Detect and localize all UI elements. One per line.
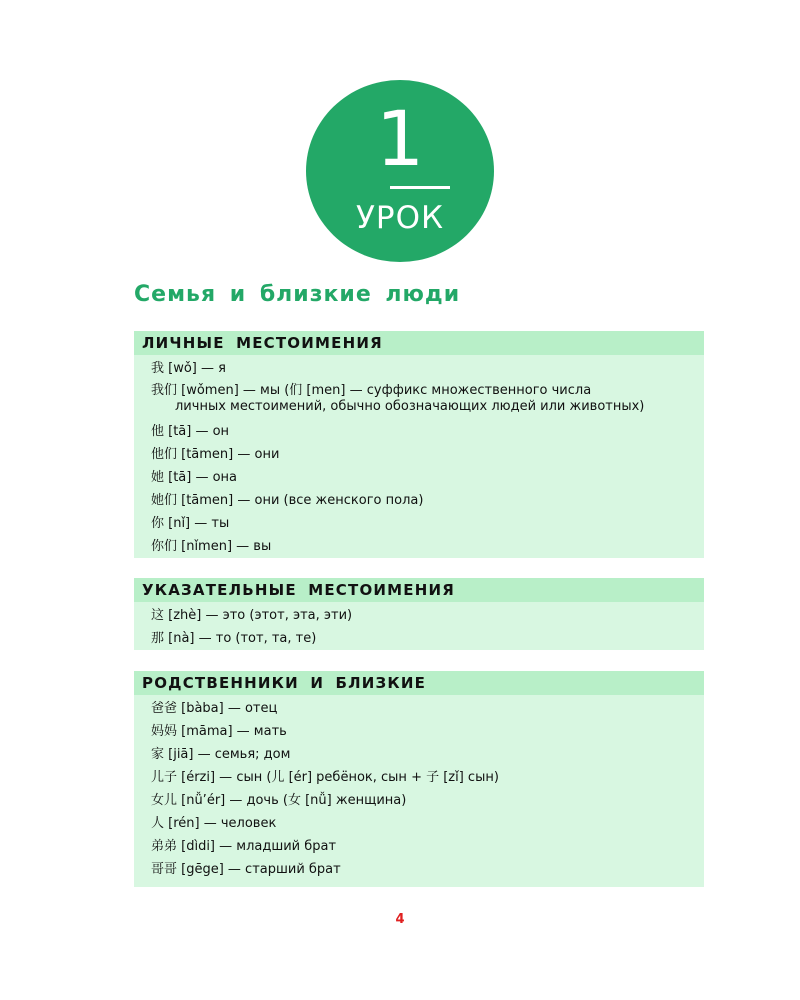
section-header: УКАЗАТЕЛЬНЫЕ МЕСТОИМЕНИЯ [134, 578, 704, 602]
section-demonstrative-pronouns [134, 578, 704, 650]
entry-list [134, 355, 704, 558]
vocab-entry: 家 [jiā] — семья; дом [151, 747, 291, 762]
section-personal-pronouns [134, 331, 704, 558]
vocab-entry-continuation: личных местоимений, обычно обозначающих людей или животных) [175, 399, 645, 414]
entry-list [134, 695, 704, 887]
lesson-word: УРОК [356, 200, 444, 236]
vocab-entry: 她们 [tāmen] — они (все женского пола) [151, 493, 424, 508]
vocab-entry: 这 [zhè] — это (этот, эта, эти) [151, 608, 353, 623]
page-number: 4 [395, 912, 405, 927]
section-relatives [134, 671, 704, 887]
lesson-badge [306, 80, 494, 262]
vocab-entry: 爸爸 [bàba] — отец [151, 701, 278, 716]
vocab-entry: 我 [wǒ] — я [151, 361, 226, 376]
vocab-entry: 妈妈 [māma] — мать [151, 724, 287, 739]
vocab-entry: 人 [rén] — человек [151, 816, 277, 831]
vocab-entry: 哥哥 [gēge] — старший брат [151, 862, 341, 877]
vocab-entry: 那 [nà] — то (тот, та, те) [151, 631, 317, 646]
lesson-number: 1 [375, 94, 425, 183]
section-header: РОДСТВЕННИКИ И БЛИЗКИЕ [134, 671, 704, 695]
section-header: ЛИЧНЫЕ МЕСТОИМЕНИЯ [134, 331, 704, 355]
badge-divider [390, 186, 450, 189]
vocab-entry: 你 [nǐ] — ты [151, 516, 230, 531]
entry-list [134, 602, 704, 650]
vocab-entry-line: 我们 [wǒmen] — мы (们 [men] — суффикс множественного числа [151, 383, 592, 398]
vocab-entry: 他 [tā] — он [151, 424, 230, 439]
vocab-entry: 儿子 [érzi] — сын (儿 [ér] ребёнок, сын + 子 [zǐ] сын) [151, 770, 499, 785]
vocab-entry [151, 380, 704, 420]
vocab-entry: 他们 [tāmen] — они [151, 447, 280, 462]
vocab-entry: 她 [tā] — она [151, 470, 238, 485]
chapter-title: Семья и близкие люди [134, 282, 461, 307]
vocab-entry: 你们 [nǐmen] — вы [151, 539, 272, 554]
vocab-entry: 女儿 [nǚ’ér] — дочь (女 [nǚ] женщина) [151, 793, 407, 808]
vocab-entry: 弟弟 [dìdi] — младший брат [151, 839, 337, 854]
